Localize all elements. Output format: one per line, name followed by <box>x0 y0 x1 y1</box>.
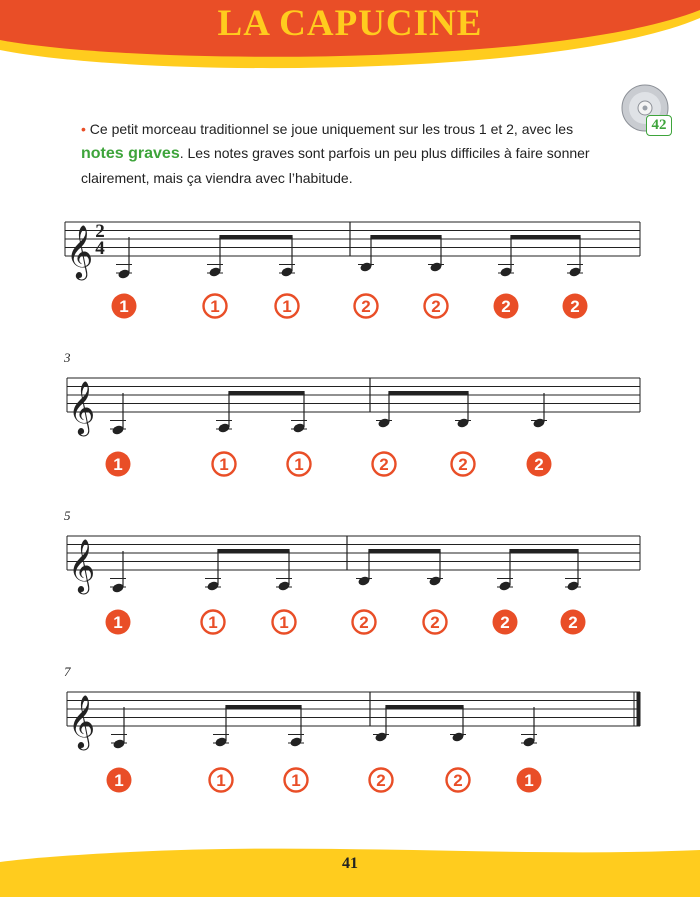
hole-number: 1 <box>279 613 289 632</box>
hole-number: 2 <box>379 455 389 474</box>
note-beam <box>228 391 304 395</box>
hole-number: 2 <box>430 613 440 632</box>
note-beam <box>388 391 468 395</box>
hole-number: 1 <box>208 613 218 632</box>
treble-clef-icon: 𝄞 <box>68 380 96 434</box>
hole-number: 1 <box>219 455 229 474</box>
treble-clef-icon: 𝄞 <box>68 694 96 748</box>
intro-text-2: . Les notes graves sont parfois un peu plus difficiles à faire sonner clairement, mais ça viendra avec l’habitude. <box>81 145 590 186</box>
time-signature-top: 2 <box>95 221 105 242</box>
hole-number: 2 <box>431 297 441 316</box>
intro-text-1: Ce petit morceau traditionnel se joue uniquement sur les trous 1 et 2, avec les <box>85 121 574 137</box>
treble-clef-icon: 𝄞 <box>66 224 94 278</box>
bullet-icon: • <box>81 121 86 137</box>
hole-number: 2 <box>501 297 511 316</box>
hole-number: 2 <box>376 771 386 790</box>
hole-number: 1 <box>113 455 123 474</box>
hole-number: 2 <box>500 613 510 632</box>
treble-clef-icon: 𝄞 <box>68 538 96 592</box>
hole-number: 2 <box>568 613 578 632</box>
note-beam <box>217 549 289 553</box>
hole-number: 2 <box>534 455 544 474</box>
hole-number: 1 <box>113 613 123 632</box>
hole-number: 1 <box>524 771 534 790</box>
note-beam <box>510 235 580 239</box>
note-beam <box>509 549 578 553</box>
hole-number: 1 <box>114 771 124 790</box>
intro-highlight: notes graves <box>81 145 180 162</box>
hole-number: 1 <box>210 297 220 316</box>
note-beam <box>219 235 292 239</box>
time-signature-bottom: 4 <box>95 238 105 259</box>
note-beam <box>225 705 301 709</box>
hole-number: 1 <box>216 771 226 790</box>
measure-number: 7 <box>64 664 71 679</box>
hole-number: 1 <box>291 771 301 790</box>
track-number-badge: 42 <box>646 115 672 136</box>
hole-number: 1 <box>294 455 304 474</box>
hole-number: 2 <box>361 297 371 316</box>
hole-number: 2 <box>453 771 463 790</box>
hole-number: 1 <box>119 297 129 316</box>
hole-number: 2 <box>359 613 369 632</box>
hole-number: 2 <box>570 297 580 316</box>
note-beam <box>370 235 441 239</box>
page-title: LA CAPUCINE <box>217 3 483 44</box>
measure-number: 5 <box>64 508 71 523</box>
measure-number: 3 <box>64 350 71 365</box>
note-beam <box>368 549 440 553</box>
hole-number: 1 <box>282 297 292 316</box>
hole-number: 2 <box>458 455 468 474</box>
note-beam <box>385 705 463 709</box>
page-number: 41 <box>342 855 358 872</box>
